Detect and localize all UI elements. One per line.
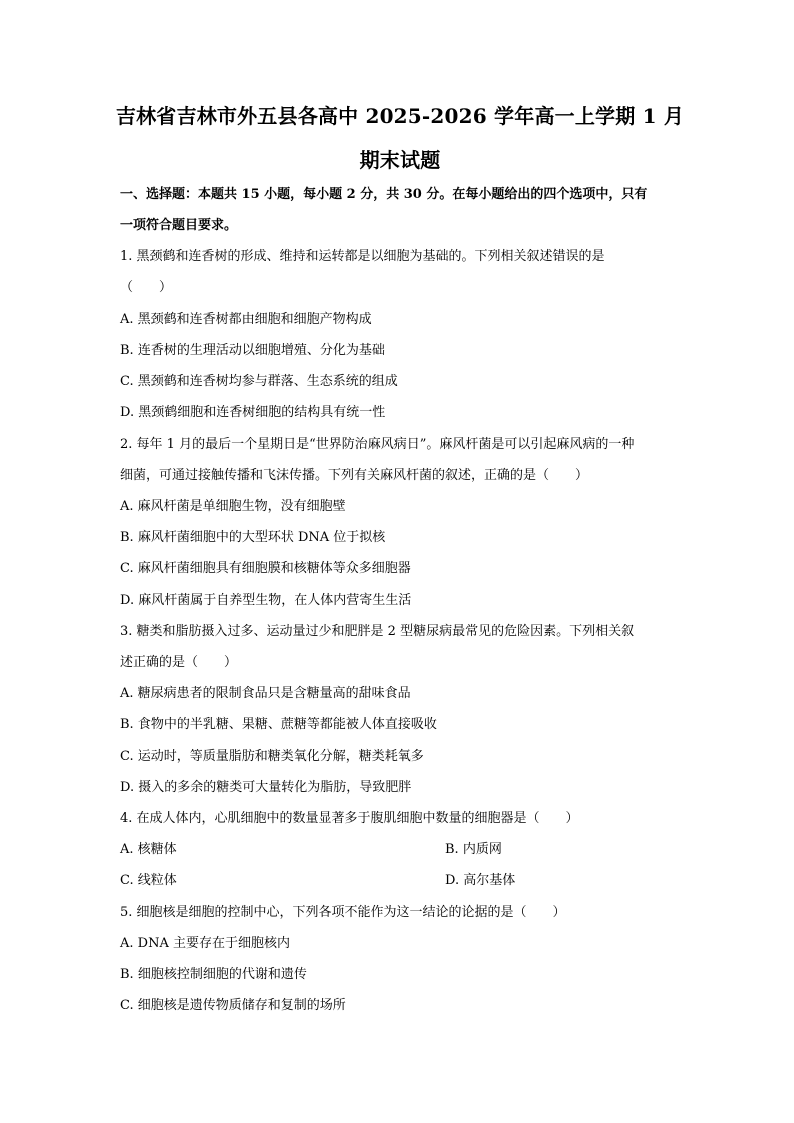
question-1-option-a: A. 黑颈鹤和连香树都由细胞和细胞产物构成 <box>120 312 372 327</box>
question-2-stem: 2. 每年 1 月的最后一个星期日是“世界防治麻风病日”。麻风杆菌是可以引起麻风病的一种 <box>120 437 635 452</box>
question-5-option-a: A. DNA 主要存在于细胞核内 <box>120 936 290 951</box>
question-2-option-a: A. 麻风杆菌是单细胞生物，没有细胞壁 <box>120 499 346 514</box>
document-title-line1: 吉林省吉林市外五县各高中 2025-2026 学年高一上学期 1 月 <box>115 104 685 128</box>
question-3-stem: 3. 糖类和脂肪摄入过多、运动量过少和肥胖是 2 型糖尿病最常见的危险因素。下列相关叙 <box>120 624 635 639</box>
section-instruction-line1: 一、选择题：本题共 15 小题，每小题 2 分，共 30 分。在每小题给出的四个选项中，只有 <box>120 187 648 202</box>
question-1-option-b: B. 连香树的生理活动以细胞增殖、分化为基础 <box>120 343 385 358</box>
question-2-stem-cont: 细菌，可通过接触传播和飞沫传播。下列有关麻风杆菌的叙述，正确的是（ ） <box>120 468 589 483</box>
section-instruction-line2: 一项符合题目要求。 <box>120 218 238 233</box>
question-3-option-a: A. 糖尿病患者的限制食品只是含糖量高的甜味食品 <box>120 686 411 701</box>
question-2-option-d: D. 麻风杆菌属于自养型生物，在人体内营寄生生活 <box>120 593 412 608</box>
question-5-option-b: B. 细胞核控制细胞的代谢和遗传 <box>120 967 307 982</box>
question-1-option-d: D. 黑颈鹤细胞和连香树细胞的结构具有统一性 <box>120 405 386 420</box>
question-5-option-c: C. 细胞核是遗传物质储存和复制的场所 <box>120 998 346 1013</box>
document-title-line2: 期末试题 <box>359 148 441 172</box>
question-4-option-a: A. 核糖体 <box>120 842 177 857</box>
question-1-option-c: C. 黑颈鹤和连香树均参与群落、生态系统的组成 <box>120 374 398 389</box>
question-5-stem: 5. 细胞核是细胞的控制中心，下列各项不能作为这一结论的论据的是（ ） <box>120 905 566 920</box>
question-3-stem-cont: 述正确的是（ ） <box>120 655 238 670</box>
question-4-option-c: C. 线粒体 <box>120 873 177 888</box>
question-2-option-b: B. 麻风杆菌细胞中的大型环状 DNA 位于拟核 <box>120 530 386 545</box>
question-4-stem: 4. 在成人体内，心肌细胞中的数量显著多于腹肌细胞中数量的细胞器是（ ） <box>120 811 579 826</box>
question-2-option-c: C. 麻风杆菌细胞具有细胞膜和核糖体等众多细胞器 <box>120 561 411 576</box>
question-3-option-b: B. 食物中的半乳糖、果糖、蔗糖等都能被人体直接吸收 <box>120 717 437 732</box>
question-4-option-d: D. 高尔基体 <box>445 873 516 888</box>
question-3-option-d: D. 摄入的多余的糖类可大量转化为脂肪，导致肥胖 <box>120 780 412 795</box>
question-1-stem: 1. 黑颈鹤和连香树的形成、维持和运转都是以细胞为基础的。下列相关叙述错误的是 <box>120 249 605 264</box>
question-3-option-c: C. 运动时，等质量脂肪和糖类氧化分解，糖类耗氧多 <box>120 749 424 764</box>
question-4-option-b: B. 内质网 <box>445 842 502 857</box>
question-1-answer-blank: （ ） <box>120 280 173 295</box>
